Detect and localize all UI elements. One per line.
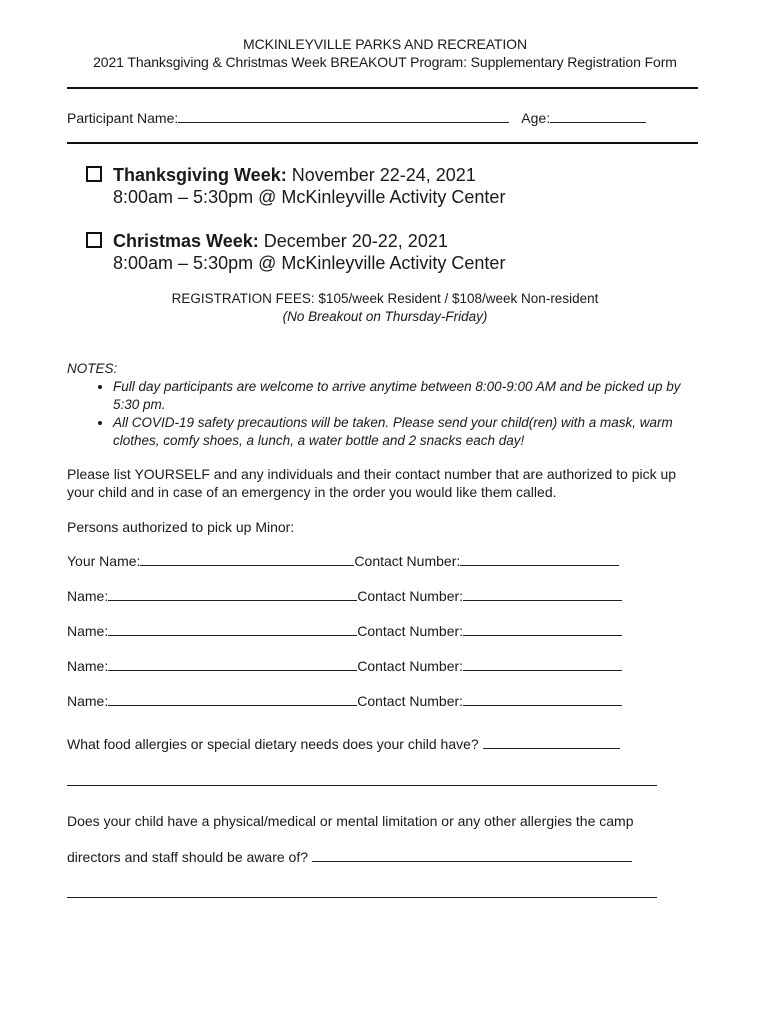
christmas-time-location: 8:00am – 5:30pm @ McKinleyville Activity Center	[113, 253, 506, 273]
contact-row	[67, 692, 622, 709]
participant-divider	[67, 142, 698, 144]
contact-number-field[interactable]	[463, 622, 622, 636]
age-field[interactable]	[550, 109, 646, 123]
contact-row	[67, 657, 622, 674]
limitations-question-line-2: directors and staff should be aware of?	[67, 849, 309, 865]
pickup-instructions: Please list YOURSELF and any individuals and their contact number that are authorized to pick up your child and in case of an emergency in the order you would like them called.	[67, 466, 677, 500]
limitations-question-row	[67, 848, 632, 865]
pickup-heading: Persons authorized to pick up Minor:	[67, 519, 295, 535]
christmas-checkbox[interactable]	[86, 232, 102, 248]
contact-row	[67, 622, 622, 639]
name-field[interactable]	[108, 622, 357, 636]
thanksgiving-title: Thanksgiving Week:	[113, 165, 287, 185]
name-label: Name:	[67, 623, 109, 639]
allergies-question-row	[67, 735, 620, 752]
allergies-field[interactable]	[483, 735, 620, 749]
name-field[interactable]	[108, 692, 357, 706]
limitations-question-line-1: Does your child have a physical/medical or mental limitation or any other allergies the camp	[67, 813, 634, 829]
name-label: Name:	[67, 693, 109, 709]
contact-row	[67, 587, 622, 604]
age-label: Age:	[521, 110, 551, 126]
name-label: Name:	[67, 658, 109, 674]
notes-list	[67, 378, 707, 450]
contact-number-label: Contact Number:	[357, 658, 464, 674]
christmas-title: Christmas Week:	[113, 231, 259, 251]
participant-name-field[interactable]	[178, 109, 509, 123]
christmas-week-option	[86, 230, 505, 274]
registration-fees: REGISTRATION FEES: $105/week Resident / $108/week Non-resident	[171, 291, 599, 306]
contact-number-field[interactable]	[463, 692, 622, 706]
name-field[interactable]	[108, 657, 357, 671]
thanksgiving-checkbox[interactable]	[86, 166, 102, 182]
limitations-field-line-2[interactable]	[67, 897, 657, 898]
name-label: Name:	[67, 588, 109, 604]
contact-number-label: Contact Number:	[357, 588, 464, 604]
form-title: 2021 Thanksgiving & Christmas Week BREAKOUT Program: Supplementary Registration Form	[93, 54, 677, 70]
contact-number-label: Contact Number:	[357, 623, 464, 639]
thanksgiving-time-location: 8:00am – 5:30pm @ McKinleyville Activity Center	[113, 187, 506, 207]
contact-row-self	[67, 552, 619, 569]
contact-number-field[interactable]	[460, 552, 619, 566]
your-name-label: Your Name:	[67, 553, 141, 569]
thanksgiving-week-option	[86, 164, 505, 208]
limitations-field[interactable]	[312, 848, 632, 862]
contact-number-label: Contact Number:	[357, 693, 464, 709]
contact-number-field[interactable]	[463, 587, 622, 601]
allergies-field-line-2[interactable]	[67, 785, 657, 786]
top-divider	[67, 87, 698, 89]
contact-number-field[interactable]	[463, 657, 622, 671]
name-field[interactable]	[108, 587, 357, 601]
participant-row	[67, 109, 646, 126]
notes-heading: NOTES:	[67, 361, 118, 376]
note-item: • All COVID-19 safety precautions will be taken. Please send your child(ren) with a mask, warm clothes, comfy shoes, a lunch, a water bottle and 2 snacks each day!	[113, 414, 707, 450]
fees-note: (No Breakout on Thursday-Friday)	[282, 309, 488, 324]
note-item: • Full day participants are welcome to arrive anytime between 8:00-9:00 AM and be picked up by 5:30 pm.	[113, 378, 707, 414]
allergies-question: What food allergies or special dietary needs does your child have?	[67, 736, 479, 752]
thanksgiving-dates: November 22-24, 2021	[286, 165, 476, 185]
christmas-dates: December 20-22, 2021	[258, 231, 448, 251]
participant-name-label: Participant Name:	[67, 110, 179, 126]
organization-title: MCKINLEYVILLE PARKS AND RECREATION	[243, 36, 527, 52]
contact-number-label: Contact Number:	[354, 553, 461, 569]
notes-section	[67, 360, 707, 450]
your-name-field[interactable]	[140, 552, 354, 566]
